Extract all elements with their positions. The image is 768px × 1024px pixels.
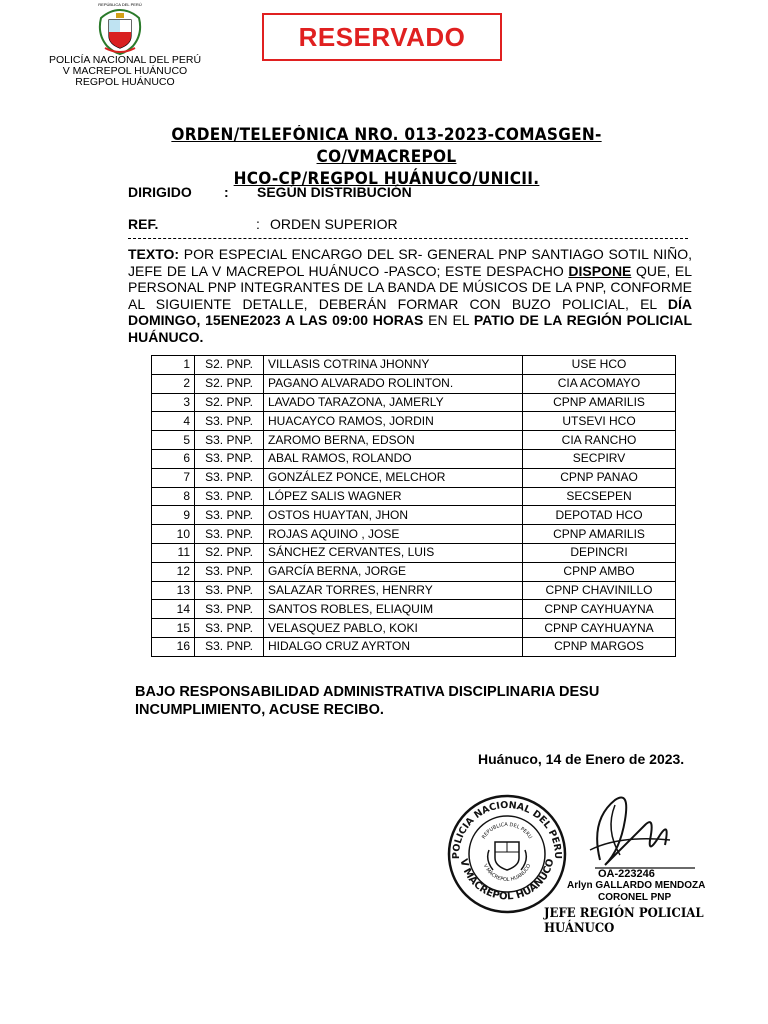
rank-cell: S3. PNP. [195,525,264,544]
texto-label: TEXTO: [128,246,180,262]
name-cell: PAGANO ALVARADO ROLINTON. [264,374,523,393]
table-row [152,581,676,600]
rank-cell: S2. PNP. [195,393,264,412]
unit-cell: SECSEPEN [523,487,676,506]
table-row [152,393,676,412]
peru-coat-of-arms-icon [95,4,145,56]
table-row [152,525,676,544]
table-row [152,543,676,562]
table-row [152,562,676,581]
dispone-word: DISPONE [568,262,632,279]
signature-icon [560,780,700,880]
police-seal-icon [445,790,570,915]
row-number: 4 [152,412,195,431]
institution-line: POLICÍA NACIONAL DEL PERÚ [48,54,202,66]
name-cell: ZAROMO BERNA, EDSON [264,431,523,450]
row-number: 11 [152,543,195,562]
closing-line: INCUMPLIMIENTO, ACUSE RECIBO. [135,702,384,718]
rank-cell: S3. PNP. [195,506,264,525]
dirigido-label: DIRIGIDO [128,184,192,200]
row-number: 12 [152,562,195,581]
name-cell: LAVADO TARAZONA, JAMERLY [264,393,523,412]
row-number: 7 [152,468,195,487]
unit-cell: CPNP AMARILIS [523,525,676,544]
row-number: 5 [152,431,195,450]
rank-cell: S2. PNP. [195,356,264,375]
rank-cell: S3. PNP. [195,619,264,638]
rank-cell: S2. PNP. [195,543,264,562]
texto-where: PATIO DE LA REGIÓN POLICIAL HUÁNUCO. [128,312,692,345]
row-number: 6 [152,449,195,468]
rank-cell: S3. PNP. [195,562,264,581]
row-number: 1 [152,356,195,375]
table-row [152,431,676,450]
name-cell: OSTOS HUAYTAN, JHON [264,506,523,525]
personnel-table [151,355,676,657]
svg-text:V MACREPOL HUANUCO [482,863,533,883]
table-row [152,412,676,431]
unit-cell: UTSEVI HCO [523,412,676,431]
dashed-divider [128,238,688,239]
table-row [152,487,676,506]
dirigido-colon: : [224,184,229,200]
name-cell: VILLASIS COTRINA JHONNY [264,356,523,375]
rank-cell: S3. PNP. [195,581,264,600]
rank-cell: S3. PNP. [195,412,264,431]
signatory-role: JEFE REGIÓN POLICIAL HUÁNUCO [544,906,704,936]
name-cell: ABAL RAMOS, ROLANDO [264,449,523,468]
table-row [152,374,676,393]
closing-statement [135,683,655,719]
seal-inner-bottom: V MACREPOL HUANUCO [481,863,533,884]
rank-cell: S3. PNP. [195,431,264,450]
row-number: 14 [152,600,195,619]
texto-part3: EN EL [423,312,474,328]
rank-cell: S3. PNP. [195,449,264,468]
title-line: HCO-CP/REGPOL HUÁNUCO/UNICII. [233,169,540,188]
rank-cell: S3. PNP. [195,468,264,487]
unit-cell: CPNP AMARILIS [523,393,676,412]
institution-line: V MACREPOL HUÁNUCO [62,65,188,77]
name-cell: HIDALGO CRUZ AYRTON [264,637,523,656]
row-number: 2 [152,374,195,393]
unit-cell: CPNP MARGOS [523,637,676,656]
signatory-rank: CORONEL PNP [598,892,672,903]
row-number: 16 [152,637,195,656]
row-number: 10 [152,525,195,544]
row-number: 9 [152,506,195,525]
row-number: 15 [152,619,195,638]
unit-cell: SECPIRV [523,449,676,468]
texto-part2: QUE, EL PERSONAL PNP INTEGRANTES DE LA BANDA DE MÚSICOS DE LA PNP, CONFORME AL SIGUIENTE DETALLE, DEBERÁN FORMAR CON BUZO POLICIAL, EL [128,262,692,312]
unit-cell: DEPINCRI [523,543,676,562]
seal-outer-text: POLICIA NACIONAL DEL PERU [450,799,564,860]
name-cell: ROJAS AQUINO , JOSE [264,525,523,544]
unit-cell: CPNP PANAO [523,468,676,487]
unit-cell: USE HCO [523,356,676,375]
name-cell: LÓPEZ SALIS WAGNER [264,487,523,506]
rank-cell: S3. PNP. [195,637,264,656]
ref-colon: : [256,216,260,232]
ref-value: ORDEN SUPERIOR [270,216,398,232]
name-cell: HUACAYCO RAMOS, JORDIN [264,412,523,431]
ref-label: REF. [128,216,159,232]
name-cell: VELASQUEZ PABLO, KOKI [264,619,523,638]
crest-caption: REPÚBLICA DEL PERÚ [98,2,142,7]
signatory-name: Arlyn GALLARDO MENDOZA [567,880,706,891]
texto-when: DÍA DOMINGO, 15ENE2023 A LAS 09:00 HORAS [128,295,692,328]
row-number: 8 [152,487,195,506]
order-text [128,246,692,345]
signatory-code: OA-223246 [598,868,655,880]
title-line: ORDEN/TELEFÓNICA NRO. 013-2023-COMASGEN-CO/VMACREPOL [171,125,602,166]
svg-text:REPUBLICA DEL PERU [481,822,533,841]
dirigido-value: SEGÚN DISTRIBUCIÓN [257,184,412,200]
name-cell: GARCÍA BERNA, JORGE [264,562,523,581]
unit-cell: DEPOTAD HCO [523,506,676,525]
rank-cell: S3. PNP. [195,487,264,506]
name-cell: SÁNCHEZ CERVANTES, LUIS [264,543,523,562]
document-date: Huánuco, 14 de Enero de 2023. [478,751,685,767]
name-cell: GONZÁLEZ PONCE, MELCHOR [264,468,523,487]
table-row [152,356,676,375]
name-cell: SALAZAR TORRES, HENRRY [264,581,523,600]
row-number: 3 [152,393,195,412]
institution-block [40,55,210,88]
institution-line: REGPOL HUÁNUCO [75,76,175,88]
unit-cell: CPNP AMBO [523,562,676,581]
table-row [152,506,676,525]
table-row [152,600,676,619]
name-cell: SANTOS ROBLES, ELIAQUIM [264,600,523,619]
unit-cell: CIA RANCHO [523,431,676,450]
table-row [152,619,676,638]
rank-cell: S2. PNP. [195,374,264,393]
unit-cell: CIA ACOMAYO [523,374,676,393]
document-title [120,124,653,190]
seal-inner-top: REPUBLICA DEL PERU [481,821,533,841]
unit-cell: CPNP CAYHUAYNA [523,619,676,638]
table-row [152,637,676,656]
seal-bottom-text: V MACREPOL HUANUCO [457,857,557,903]
table-row [152,468,676,487]
rank-cell: S3. PNP. [195,600,264,619]
table-row [152,449,676,468]
unit-cell: CPNP CAYHUAYNA [523,600,676,619]
reserved-stamp: RESERVADO [262,13,502,61]
texto-part1: POR ESPECIAL ENCARGO DEL SR- GENERAL PNP SANTIAGO SOTIL NIÑO, JEFE DE LA V MACREPOL HUÁNUCO -PASCO; ESTE DESPACHO [128,246,692,279]
closing-line: BAJO RESPONSABILIDAD ADMINISTRATIVA DISCIPLINARIA DESU [135,684,600,700]
unit-cell: CPNP CHAVINILLO [523,581,676,600]
row-number: 13 [152,581,195,600]
